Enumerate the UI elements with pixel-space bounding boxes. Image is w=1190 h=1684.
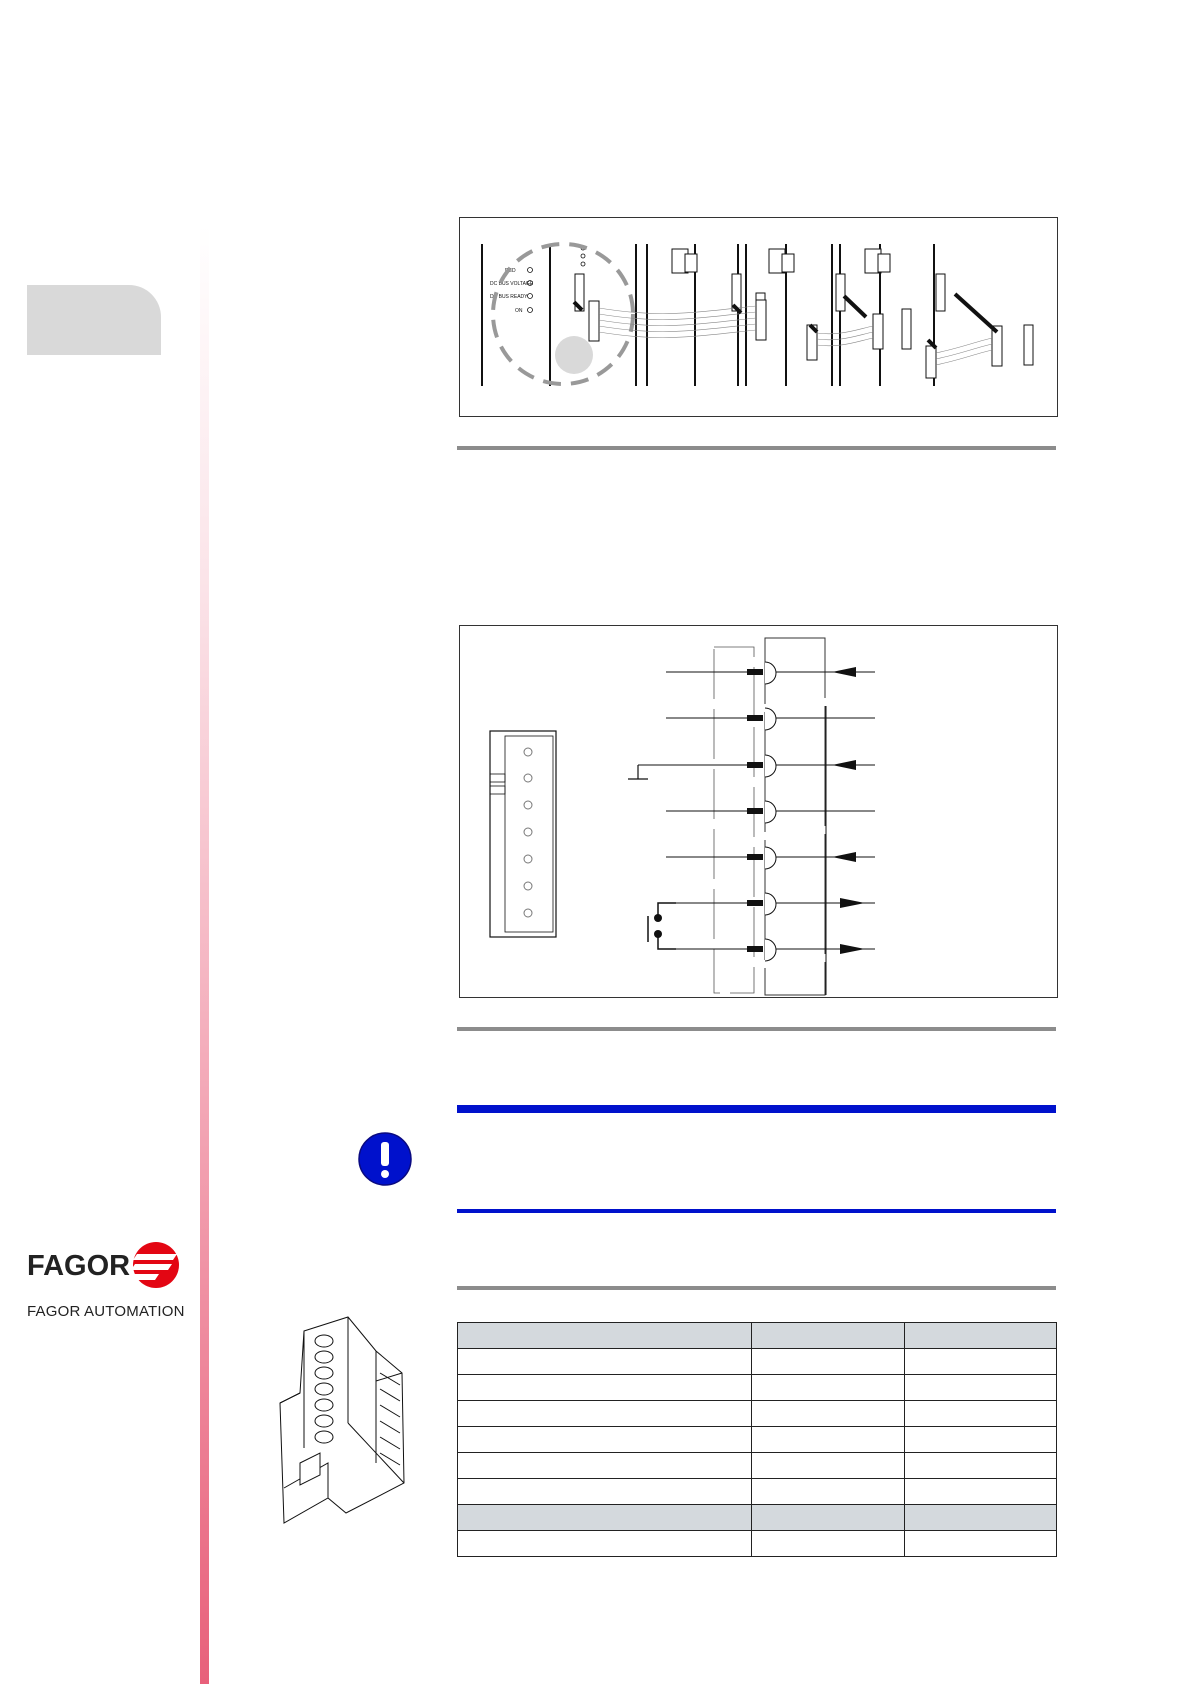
modules-drawing (460, 218, 1057, 416)
table-cell (458, 1479, 752, 1505)
table-rule (457, 1286, 1056, 1290)
ground-symbol-icon (628, 765, 648, 779)
logo-symbol-icon (129, 1242, 179, 1288)
exclamation-icon (357, 1131, 413, 1187)
table-cell (905, 1453, 1057, 1479)
table-cell (905, 1505, 1057, 1531)
logo-wordmark: FAGOR (27, 1250, 131, 1282)
note-rule-top (457, 1105, 1056, 1113)
table-header-row (458, 1323, 1057, 1349)
table-cell (905, 1323, 1057, 1349)
table-cell (752, 1323, 905, 1349)
terminal-figure (459, 625, 1058, 998)
table-cell (905, 1531, 1057, 1557)
led-label-on: ON (515, 308, 523, 314)
side-stripe (200, 225, 209, 1684)
terminal-schematic (460, 626, 1057, 997)
highlight-dot (555, 336, 593, 374)
led-on (528, 308, 533, 313)
table-cell (752, 1427, 905, 1453)
table-cell (458, 1401, 752, 1427)
note-rule-bottom (457, 1209, 1056, 1213)
led-label-red: RED (505, 268, 516, 274)
figure-rule-2 (457, 1027, 1056, 1031)
table-cell (458, 1375, 752, 1401)
connector-iso-drawing (276, 1313, 414, 1535)
led-label-dc-bus-ready: DC BUS READY (490, 294, 528, 300)
table-cell (905, 1375, 1057, 1401)
table-row (458, 1427, 1057, 1453)
table-cell (458, 1531, 752, 1557)
led-dc-bus-ready (528, 294, 533, 299)
table-row (458, 1375, 1057, 1401)
table-cell (905, 1349, 1057, 1375)
table-cell (905, 1479, 1057, 1505)
table-row (458, 1401, 1057, 1427)
table-cell (752, 1531, 905, 1557)
table-cell (458, 1453, 752, 1479)
terminal-connector-drawing (490, 731, 556, 937)
table-row (458, 1349, 1057, 1375)
table-cell (752, 1401, 905, 1427)
table-cell (458, 1505, 752, 1531)
led-label-dc-bus-voltage: DC BUS VOLTAGE (490, 281, 534, 287)
logo-caption: FAGOR AUTOMATION (27, 1303, 185, 1320)
pin-table (457, 1322, 1057, 1557)
figure-rule-1 (457, 446, 1056, 450)
table-cell (752, 1349, 905, 1375)
table-row (458, 1531, 1057, 1557)
table-row (458, 1453, 1057, 1479)
table-cell (752, 1479, 905, 1505)
table-cell (458, 1323, 752, 1349)
table-row (458, 1479, 1057, 1505)
table-cell (752, 1375, 905, 1401)
led-red (528, 268, 533, 273)
table-cell (905, 1401, 1057, 1427)
table-cell (752, 1453, 905, 1479)
table-cell (458, 1349, 752, 1375)
relay-contact-icon (648, 903, 676, 949)
table-cell (905, 1427, 1057, 1453)
table-section-row (458, 1505, 1057, 1531)
chapter-tab (27, 285, 161, 355)
table-cell (458, 1427, 752, 1453)
table-cell (752, 1505, 905, 1531)
modules-figure (459, 217, 1058, 417)
